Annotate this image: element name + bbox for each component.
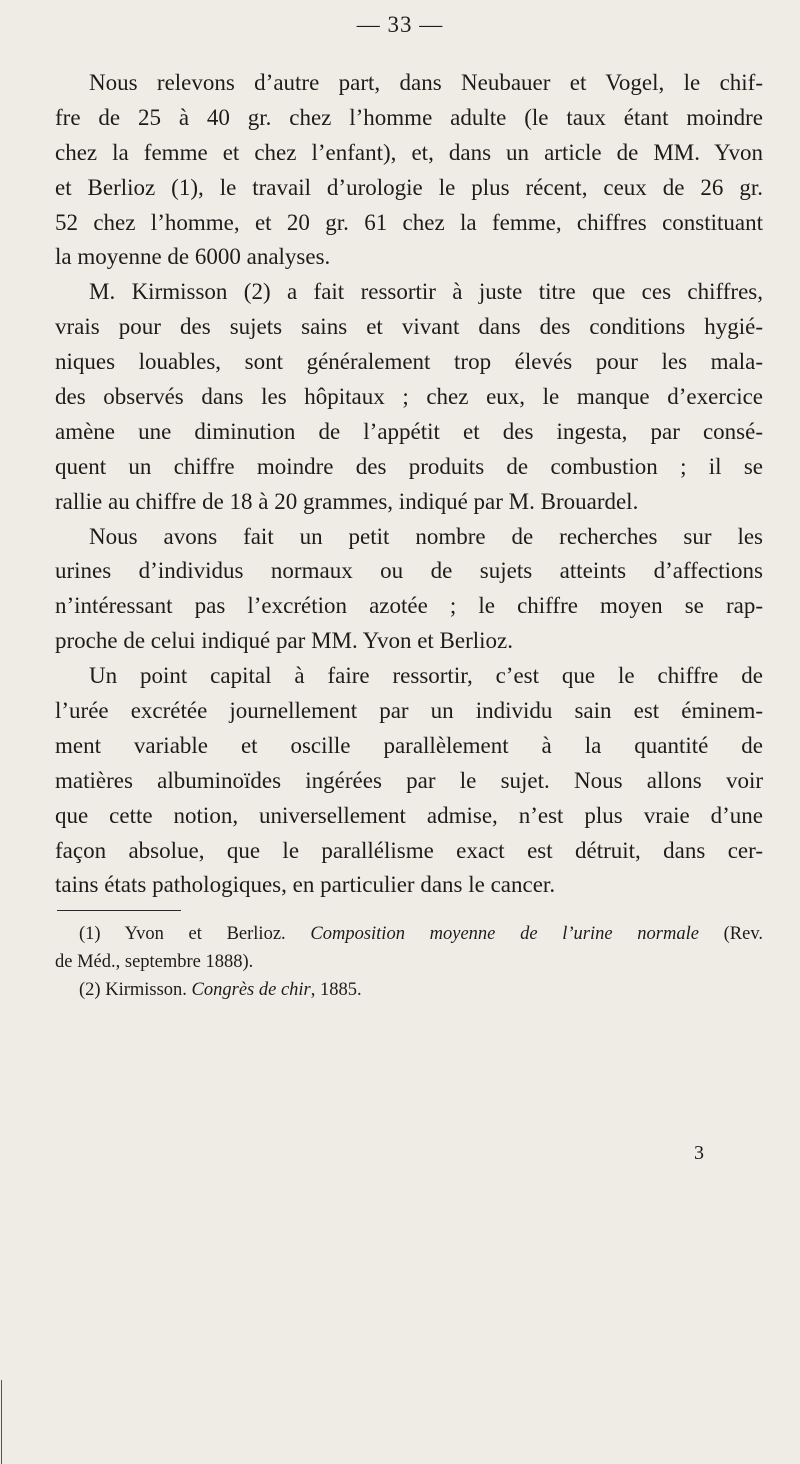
footnote-title: Congrès de chir bbox=[191, 980, 311, 1000]
text-line: l’urée excrétée journellement par un individu sain est éminem- bbox=[55, 698, 763, 724]
footnote-1 bbox=[55, 920, 763, 948]
footnote-separator bbox=[57, 910, 181, 911]
footnote-title: Composition moyenne de l’urine normale bbox=[310, 924, 699, 944]
body-text bbox=[55, 66, 763, 903]
text-line: que cette notion, universellement admise, n’est plus vraie d’une bbox=[55, 802, 763, 828]
footnote-marker: (2) bbox=[79, 980, 101, 1000]
text-line: vrais pour des sujets sains et vivant dans des conditions hygié- bbox=[55, 314, 763, 340]
text-line: amène une diminution de l’appétit et des ingesta, par consé- bbox=[55, 418, 763, 444]
scan-edge-line bbox=[1, 1380, 2, 1464]
text-line: Nous avons fait un petit nombre de recherches sur les bbox=[89, 523, 763, 549]
text-line: n’intéressant pas l’excrétion azotée ; le chiffre moyen se rap- bbox=[55, 593, 763, 619]
text-line: M. Kirmisson (2) a fait ressortir à juste titre que ces chiffres, bbox=[89, 279, 763, 305]
text-line: rallie au chiffre de 18 à 20 grammes, indiqué par M. Brouardel. bbox=[55, 488, 639, 514]
text-line: façon absolue, que le parallélisme exact est détruit, dans cer- bbox=[55, 837, 763, 863]
text-line: ment variable et oscille parallèlement à la quantité de bbox=[55, 732, 763, 758]
text-line: tains états pathologiques, en particulier dans le cancer. bbox=[55, 872, 556, 898]
text-line: quent un chiffre moindre des produits de combustion ; il se bbox=[55, 453, 763, 479]
signature-mark: 3 bbox=[694, 1142, 704, 1164]
text-line: proche de celui indiqué par MM. Yvon et Berlioz. bbox=[55, 628, 513, 654]
footnote-author: Kirmisson. bbox=[105, 980, 187, 1000]
text-line: et Berlioz (1), le travail d’urologie le plus récent, ceux de 26 gr. bbox=[55, 174, 763, 200]
text-line: matières albuminoïdes ingérées par le sujet. Nous allons voir bbox=[55, 767, 763, 793]
text-line: urines d’individus normaux ou de sujets atteints d’affections bbox=[55, 558, 763, 584]
text-line: niques louables, sont généralement trop élevés pour les mala- bbox=[55, 349, 763, 375]
text-line: Nous relevons d’autre part, dans Neubauer et Vogel, le chif- bbox=[89, 70, 763, 95]
text-line: Un point capital à faire ressortir, c’est que le chiffre de bbox=[89, 663, 763, 689]
text-line: des observés dans les hôpitaux ; chez eux, le manque d’exercice bbox=[55, 384, 763, 410]
footnotes bbox=[55, 920, 763, 1004]
page-number: — 33 — bbox=[356, 12, 444, 37]
footnote-marker: (1) bbox=[79, 924, 101, 944]
footnote-1-continued: de Méd., septembre 1888). bbox=[55, 952, 254, 972]
footnote-source: (Rev. bbox=[723, 924, 764, 944]
footnote-authors: Yvon et Berlioz. bbox=[124, 924, 286, 944]
text-line: chez la femme et chez l’enfant), et, dans un article de MM. Yvon bbox=[55, 139, 763, 165]
footnote-year: , 1885. bbox=[310, 980, 362, 1000]
text-line: fre de 25 à 40 gr. chez l’homme adulte (le taux étant moindre bbox=[55, 104, 763, 130]
footnote-2 bbox=[55, 976, 763, 1004]
text-line: 52 chez l’homme, et 20 gr. 61 chez la femme, chiffres constituant bbox=[55, 209, 763, 235]
text-line: la moyenne de 6000 analyses. bbox=[55, 244, 331, 270]
